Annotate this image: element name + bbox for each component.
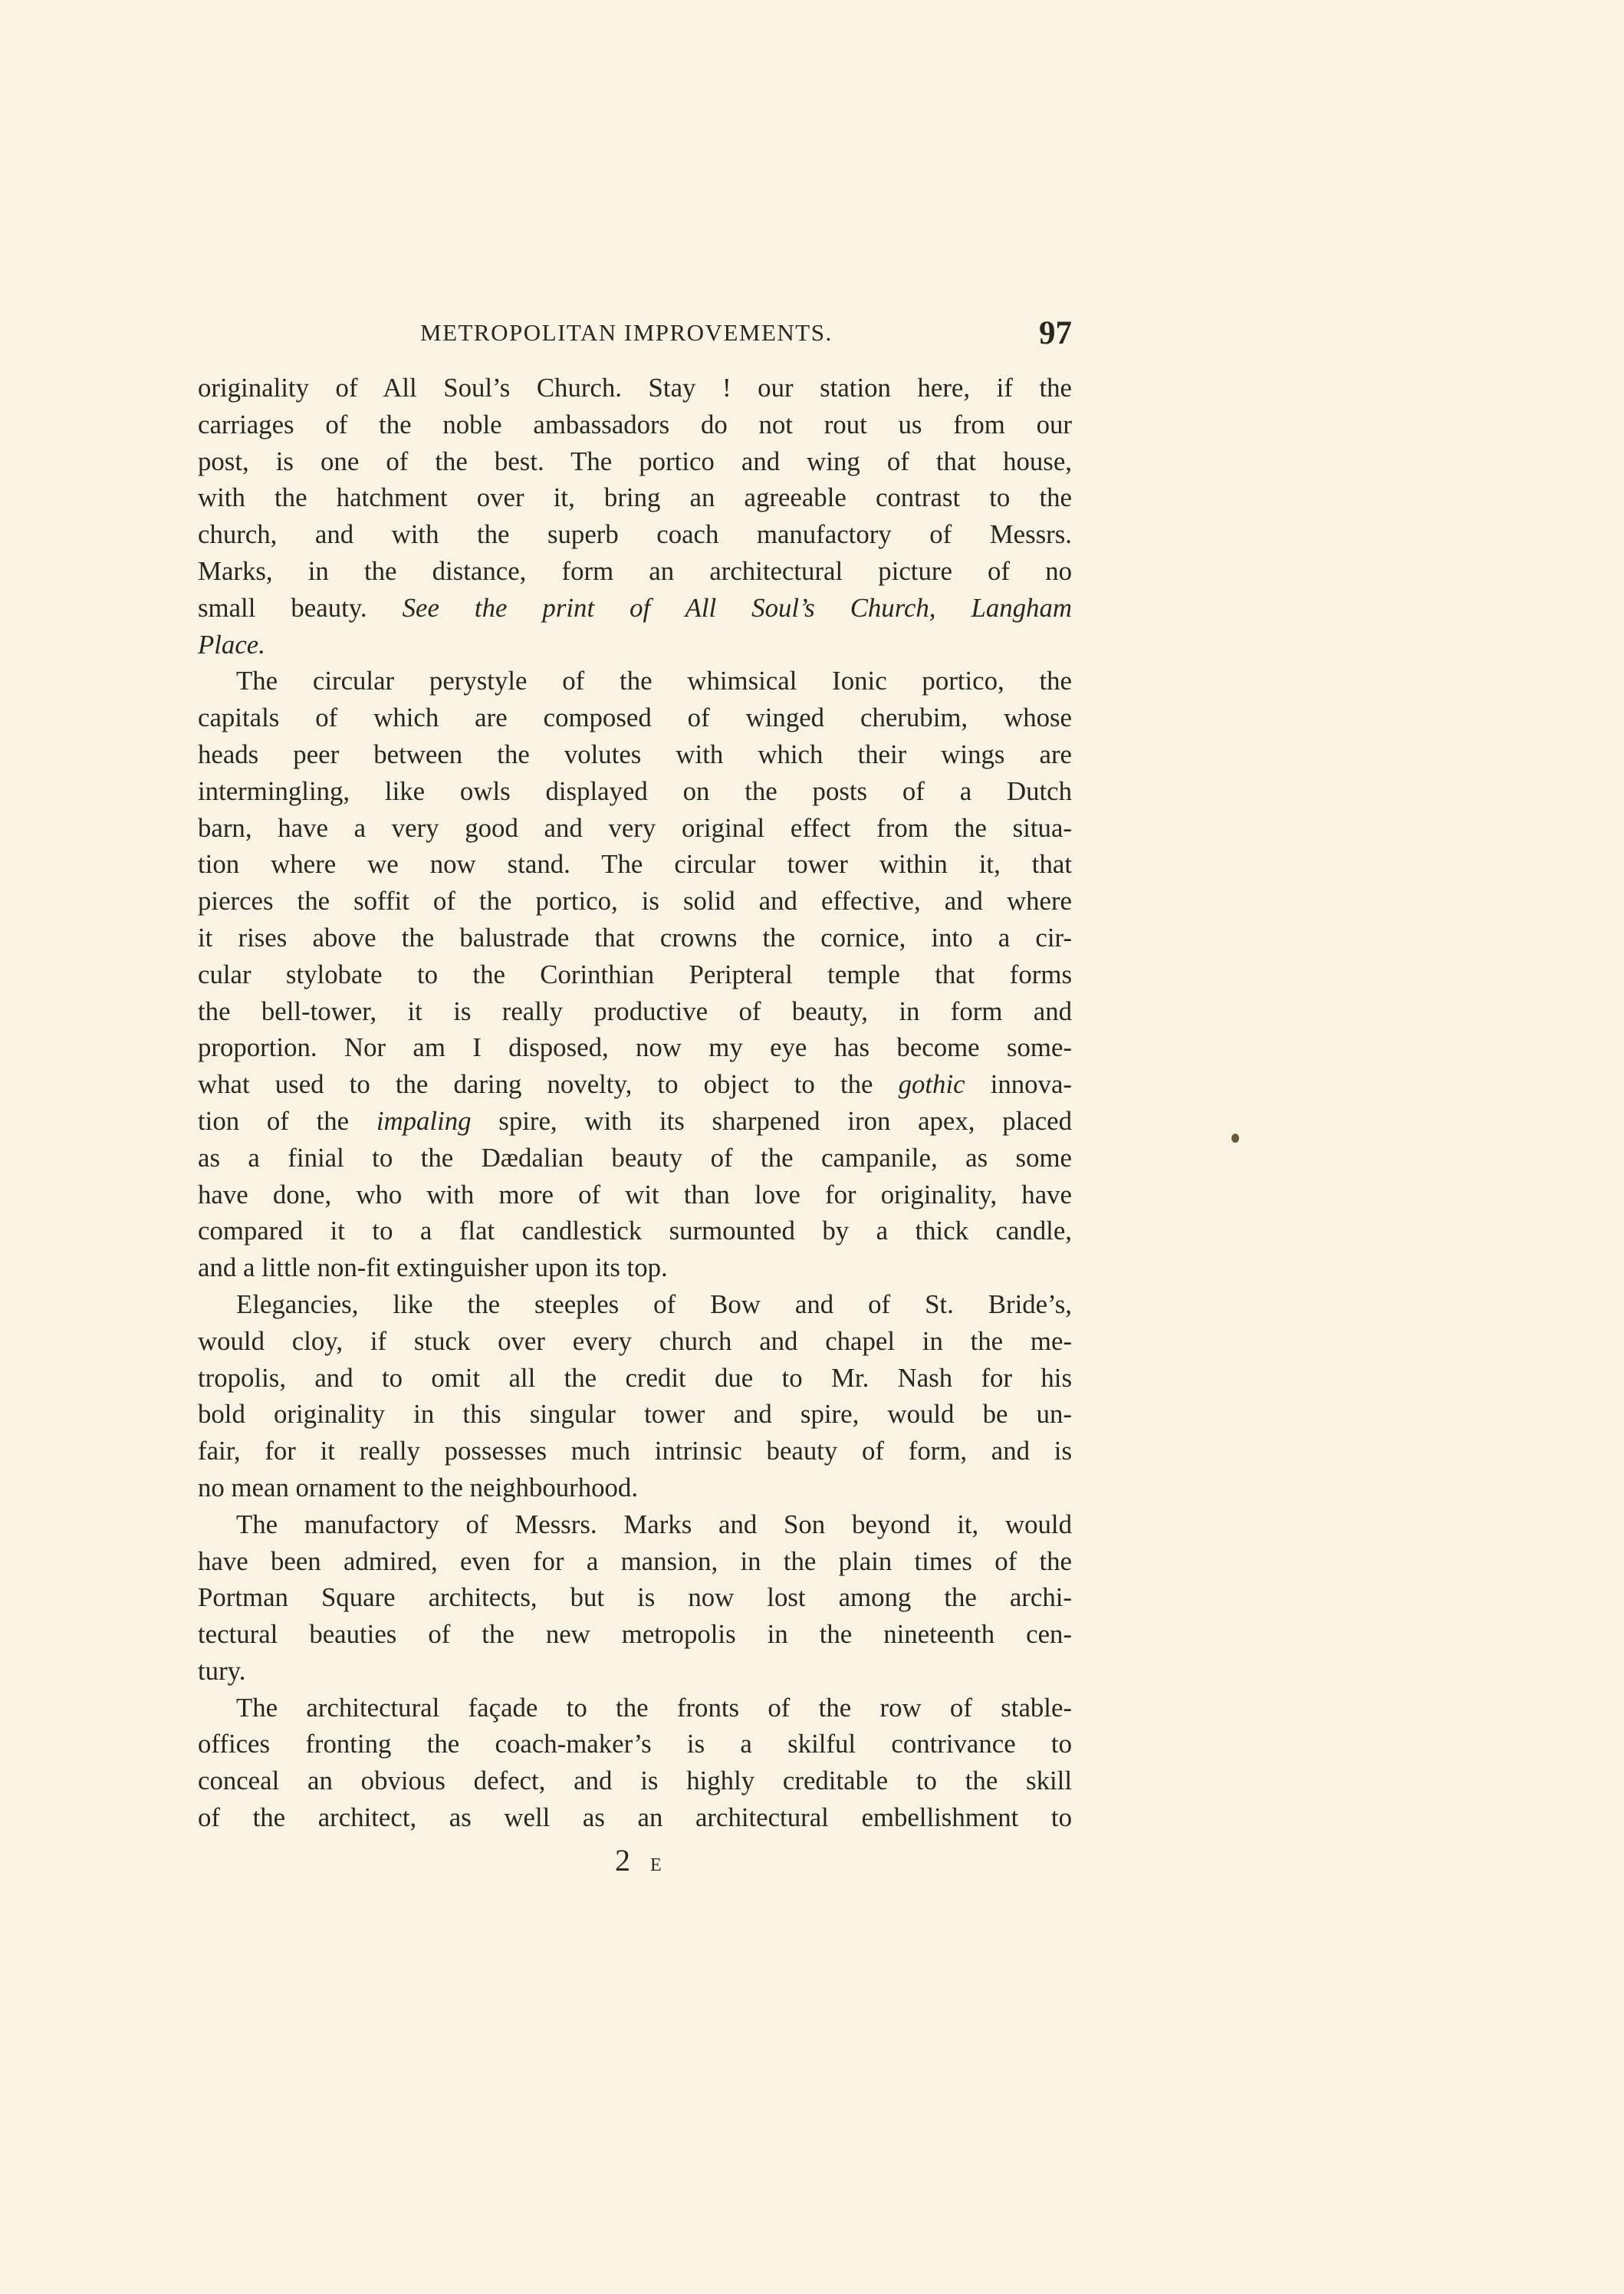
text-line: [198, 516, 1072, 553]
text-line: [198, 1360, 1072, 1397]
text-line: [198, 553, 1072, 590]
text-line: [198, 1140, 1072, 1177]
line-text: Elegancies, like the steeples of Bow and of St. Bride’s,: [236, 1289, 1072, 1319]
signature-number: 2: [615, 1843, 636, 1878]
text-line: [198, 1177, 1072, 1213]
text-line: [198, 1799, 1072, 1836]
line-text: would cloy, if stuck over every church and chapel in the me-: [198, 1325, 1072, 1356]
text-line: [198, 846, 1072, 883]
line-text: the bell-tower, it is really productive of beauty, in form and: [198, 996, 1072, 1026]
text-line: [198, 1029, 1072, 1066]
line-text: tion of the: [198, 1105, 376, 1136]
line-text: bold originality in this singular tower and spire, would be un-: [198, 1399, 1072, 1430]
line-italic: See the print of All Soul’s Church, Langham: [402, 592, 1072, 623]
line-text: of the architect, as well as an architectural embellishment to: [198, 1802, 1072, 1833]
text-line: [198, 1213, 1072, 1249]
line-text: offices fronting the coach-maker’s is a skilful contrivance to: [198, 1729, 1072, 1759]
text-line: [198, 443, 1072, 480]
line-text: originality of All Soul’s Church. Stay ! our station here, if the: [198, 373, 1072, 403]
running-head: [198, 314, 1072, 360]
line-text: Portman Square architects, but is now lost among the archi-: [198, 1582, 1072, 1613]
line-text: tectural beauties of the new metropolis in the nineteenth cen-: [198, 1619, 1072, 1650]
line-text-after: spire, with its sharpened iron apex, placed: [471, 1105, 1072, 1136]
text-line: [198, 810, 1072, 847]
line-text: Marks, in the distance, form an architectural picture of no: [198, 555, 1072, 586]
text-line: [198, 1762, 1072, 1799]
body-text: [198, 370, 1072, 1836]
line-text: cular stylobate to the Corinthian Peripteral temple that forms: [198, 959, 1072, 989]
line-text: post, is one of the best. The portico and wing of that house,: [198, 446, 1072, 476]
line-italic: impaling: [376, 1105, 472, 1136]
running-title: METROPOLITAN IMPROVEMENTS.: [420, 319, 833, 346]
line-text: have done, who with more of wit than love for originality, have: [198, 1179, 1072, 1210]
line-text: small beauty.: [198, 592, 403, 623]
text-line: [198, 1543, 1072, 1580]
line-text: tropolis, and to omit all the credit due to Mr. Nash for his: [198, 1362, 1072, 1393]
text-line: [198, 920, 1072, 956]
printer-signature: [615, 1842, 662, 1878]
line-text: it rises above the balustrade that crowns the cornice, into a cir-: [198, 922, 1072, 953]
text-line: [198, 1653, 1072, 1690]
line-text: as a finial to the Dædalian beauty of the campanile, as some: [198, 1142, 1072, 1173]
text-line: [198, 773, 1072, 810]
ink-speck: [1231, 1134, 1239, 1143]
text-line: [198, 1690, 1072, 1726]
text-line: [198, 883, 1072, 920]
line-text: conceal an obvious defect, and is highly creditable to the skill: [198, 1766, 1072, 1796]
line-text: The manufactory of Messrs. Marks and Son beyond it, would: [236, 1509, 1072, 1539]
text-line: [198, 736, 1072, 773]
text-line: [198, 1323, 1072, 1360]
line-text: heads peer between the volutes with which their wings are: [198, 739, 1072, 769]
text-line: [198, 956, 1072, 993]
line-text: fair, for it really possesses much intrinsic beauty of form, and is: [198, 1436, 1072, 1466]
line-text: barn, have a very good and very original effect from the situa-: [198, 812, 1072, 843]
text-line: [198, 1579, 1072, 1616]
signature-letter: E: [650, 1855, 662, 1875]
text-line: [198, 406, 1072, 443]
line-text: tion where we now stand. The circular tower within it, that: [198, 849, 1072, 880]
text-line: [198, 993, 1072, 1030]
text-line: [198, 699, 1072, 736]
text-line: [198, 1249, 1072, 1286]
text-line: [198, 1726, 1072, 1762]
line-text: tury.: [198, 1655, 246, 1686]
line-text-after: innova-: [965, 1069, 1072, 1100]
page-number: 97: [1039, 315, 1072, 351]
text-line: [198, 663, 1072, 699]
line-text: pierces the soffit of the portico, is solid and effective, and where: [198, 886, 1072, 917]
line-text: church, and with the superb coach manufactory of Messrs.: [198, 519, 1072, 550]
text-line: [198, 1066, 1072, 1103]
line-text: intermingling, like owls displayed on the posts of a Dutch: [198, 775, 1072, 806]
line-text: The architectural façade to the fronts of the row of stable-: [236, 1692, 1072, 1723]
text-line: [198, 1470, 1072, 1506]
line-text: The circular perystyle of the whimsical Ionic portico, the: [236, 666, 1072, 696]
text-line: [198, 1433, 1072, 1470]
line-text: compared it to a flat candlestick surmounted by a thick candle,: [198, 1216, 1072, 1246]
line-text: proportion. Nor am I disposed, now my eye has become some-: [198, 1032, 1072, 1063]
text-line: [198, 479, 1072, 516]
text-line: [198, 1103, 1072, 1140]
line-italic: gothic: [898, 1069, 965, 1100]
text-line: [198, 1506, 1072, 1543]
line-text: what used to the daring novelty, to object to the: [198, 1069, 899, 1100]
text-line: [198, 627, 1072, 663]
text-line: [198, 1396, 1072, 1433]
line-text: have been admired, even for a mansion, in the plain times of the: [198, 1545, 1072, 1576]
line-text: no mean ornament to the neighbourhood.: [198, 1472, 639, 1502]
line-text: capitals of which are composed of winged cherubim, whose: [198, 703, 1072, 733]
text-line: [198, 1286, 1072, 1323]
text-line: [198, 590, 1072, 627]
line-text: with the hatchment over it, bring an agreeable contrast to the: [198, 482, 1072, 513]
text-line: [198, 1616, 1072, 1653]
line-text: carriages of the noble ambassadors do not rout us from our: [198, 409, 1072, 439]
line-italic: Place.: [198, 629, 265, 660]
text-line: [198, 370, 1072, 406]
line-text: and a little non-fit extinguisher upon its top.: [198, 1252, 668, 1283]
